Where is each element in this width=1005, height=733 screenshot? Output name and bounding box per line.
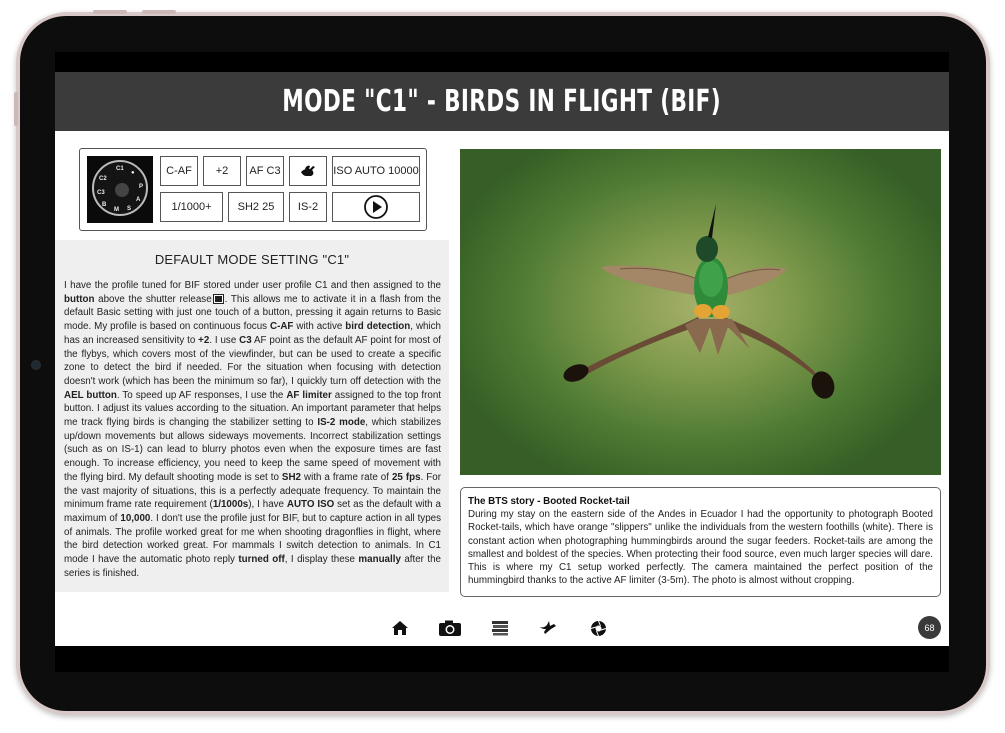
books-icon [491,620,509,636]
bottom-band [55,646,949,672]
setting-shutter: 1/1000+ [160,192,223,222]
aperture-icon [590,620,607,637]
front-camera [31,360,41,370]
setting-bird-detection [289,156,327,186]
setting-iso: ISO AUTO 10000 [332,156,420,186]
screen [55,52,949,672]
story-body: During my stay on the eastern side of the Andes in Ecuador I had the opportunity to photograph Booted Rocket-tails, which have orange "slippers" unlike the individuals from the western foothills (white). There is constant action when photographing hummingbirds around the sugar feeders. Rocket-tails are among the smallest and boldest of the species. When protecting their food source, even much larger species will dare. This is where my C1 setup worked perfectly. The camera maintained the perfect position of the hummingbird thanks to the active AF limiter (3-5m). The photo is almost without cropping. [468,509,933,587]
story-title: The BTS story - Booted Rocket-tail [468,496,630,507]
setting-drive: SH2 25 [228,192,284,222]
bts-story-box [460,487,941,597]
setting-af-point: AF C3 [246,156,284,186]
default-mode-description [55,240,449,592]
bird-icon [299,163,317,179]
nav-aperture[interactable] [587,618,609,638]
section-heading: DEFAULT MODE SETTING "C1" [154,252,350,267]
hummingbird-photo [460,149,941,475]
setting-sensitivity: +2 [203,156,241,186]
home-icon [391,620,409,636]
setting-stabilizer: IS-2 [289,192,327,222]
title-bar [55,72,949,131]
nav-home[interactable] [389,618,411,638]
play-icon [363,194,389,220]
page-title: MODE "C1" - BIRDS IN FLIGHT (BIF) [282,84,722,119]
bird-icon [539,620,557,636]
camera-icon [438,620,462,637]
custom-button-icon [214,295,223,303]
nav-camera[interactable] [437,618,463,638]
nav-birds[interactable] [537,618,559,638]
nav-library[interactable] [489,618,511,638]
mode-dial-image: C1 C2 C3 B M S A P ● [87,156,153,223]
page-number-badge: 68 [918,616,941,639]
mode-settings-panel [79,148,427,231]
volume-button [142,10,176,14]
description-body: I have the profile tuned for BIF stored under user profile C1 and then assigned to the button above the shutter release . This allows me to activate it in a flash from the default Basic setting with just one touch of a button, pressing it again returns to Basic mode. My profile is based on continuous focus C-AF with active bird detection, which has an increased sensitivity to +2. I use C3 AF point as the default AF point for most of the flybys, which covers most of the viewfinder, but can be used to create a specific zone to detect the bird if needed. For the situation when focusing with detection doesn't work (which has been the minimum so far), I quickly turn off detection with the AEL button. To speed up AF responses, I use the AF limiter assigned to the top front button. I adjust its values according to the situation. An important parameter that helps me track flying birds is changing the stabilizer setting to IS-2 mode, which stabilizes up/down movements but allows sideways movements. Incorrect stabilization settings (such as on IS-1) can lead to blurry photos even when the exposure times are fast enough. To increase efficiency, you need to keep the same speed of movement with the flying bird. My default shooting mode is set to SH2 with a frame rate of 25 fps. For the vast majority of situations, this is a perfectly adequate frequency. To maintain the minimum frame rate requirement (1/1000s), I have AUTO ISO set as the default with a maximum of 10,000. I don't use the profile just for BIF, but to capture action in all types of animals. The profile worked great for me when shooting dragonflies in flight, where the bird detection worked great. For mammals I switch detection to animals. In C1 mode I have the automatic photo reply turned off, I display these manually after the series is finished. [64,280,441,579]
setting-playback [332,192,420,222]
setting-af-mode: C-AF [160,156,198,186]
power-button [14,92,18,126]
volume-button [93,10,127,14]
top-band [55,52,949,72]
